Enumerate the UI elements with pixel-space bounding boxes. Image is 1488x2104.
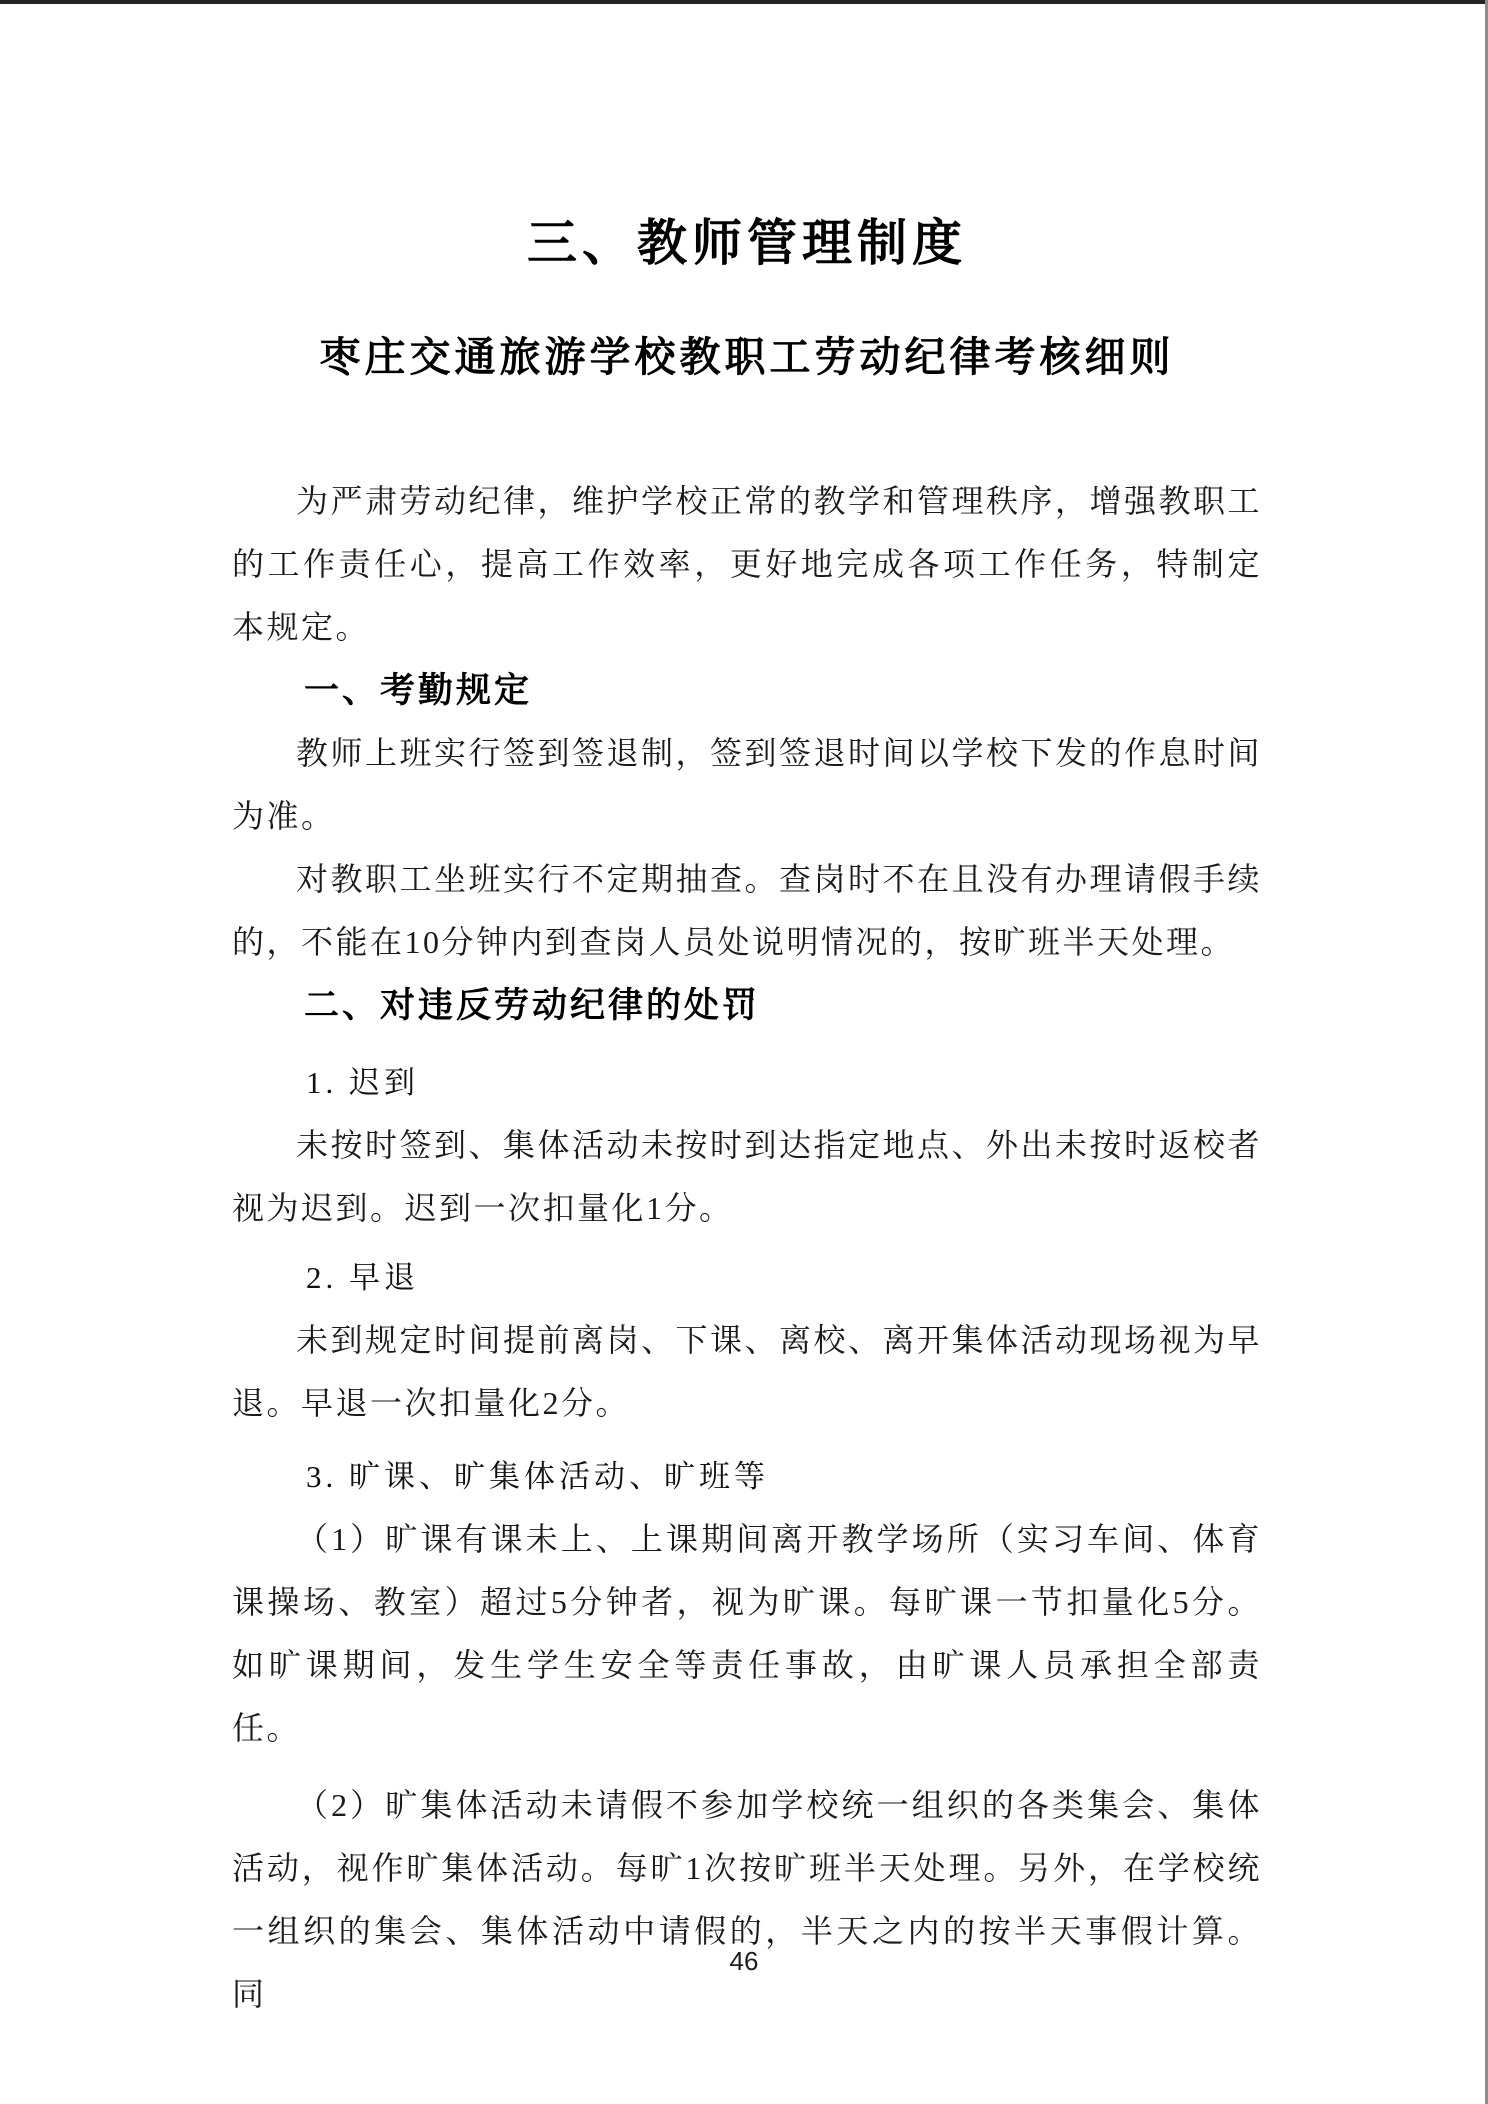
intro-paragraph: 为严肃劳动纪律，维护学校正常的教学和管理秩序，增强教职工的工作责任心，提高工作效率，更好地完成各项工作任务，特制定本规定。 [232, 483, 1263, 645]
item-1-body: 未按时签到、集体活动未按时到达指定地点、外出未按时返校者视为迟到。迟到一次扣量化1分。 [232, 1127, 1263, 1226]
item-3-title: 3. 旷课、旷集体活动、旷班等 [306, 1459, 769, 1494]
section-2-heading: 二、对违反劳动纪律的处罚 [304, 986, 761, 1025]
item-2-body: 未到规定时间提前离岗、下课、离校、离开集体活动现场视为早退。早退一次扣量化2分。 [232, 1322, 1263, 1421]
page-number: 46 [729, 1946, 759, 1976]
item-2-title: 2. 早退 [306, 1260, 419, 1295]
section-1-heading: 一、考勤规定 [304, 671, 533, 710]
item-1-title: 1. 迟到 [306, 1065, 419, 1100]
section-1-paragraph-2: 对教职工坐班实行不定期抽查。查岗时不在且没有办理请假手续的，不能在10分钟内到查岗人员处说明情况的，按旷班半天处理。 [232, 861, 1263, 960]
section-1-paragraph-1: 教师上班实行签到签退制，签到签退时间以学校下发的作息时间为准。 [232, 735, 1263, 834]
document-title: 三、教师管理制度 [527, 215, 967, 271]
document-subtitle: 枣庄交通旅游学校教职工劳动纪律考核细则 [319, 334, 1175, 380]
item-3-paragraph-2: （2）旷集体活动未请假不参加学校统一组织的各类集会、集体活动，视作旷集体活动。每旷1次按旷班半天处理。另外，在学校统一组织的集会、集体活动中请假的，半天之内的按半天事假计算。同 [232, 1787, 1262, 2012]
item-3-paragraph-1: （1）旷课有课未上、上课期间离开教学场所（实习车间、体育课操场、教室）超过5分钟者，视为旷课。每旷课一节扣量化5分。如旷课期间，发生学生安全等责任事故，由旷课人员承担全部责任。 [232, 1521, 1262, 1746]
document-content [232, 0, 1262, 2026]
